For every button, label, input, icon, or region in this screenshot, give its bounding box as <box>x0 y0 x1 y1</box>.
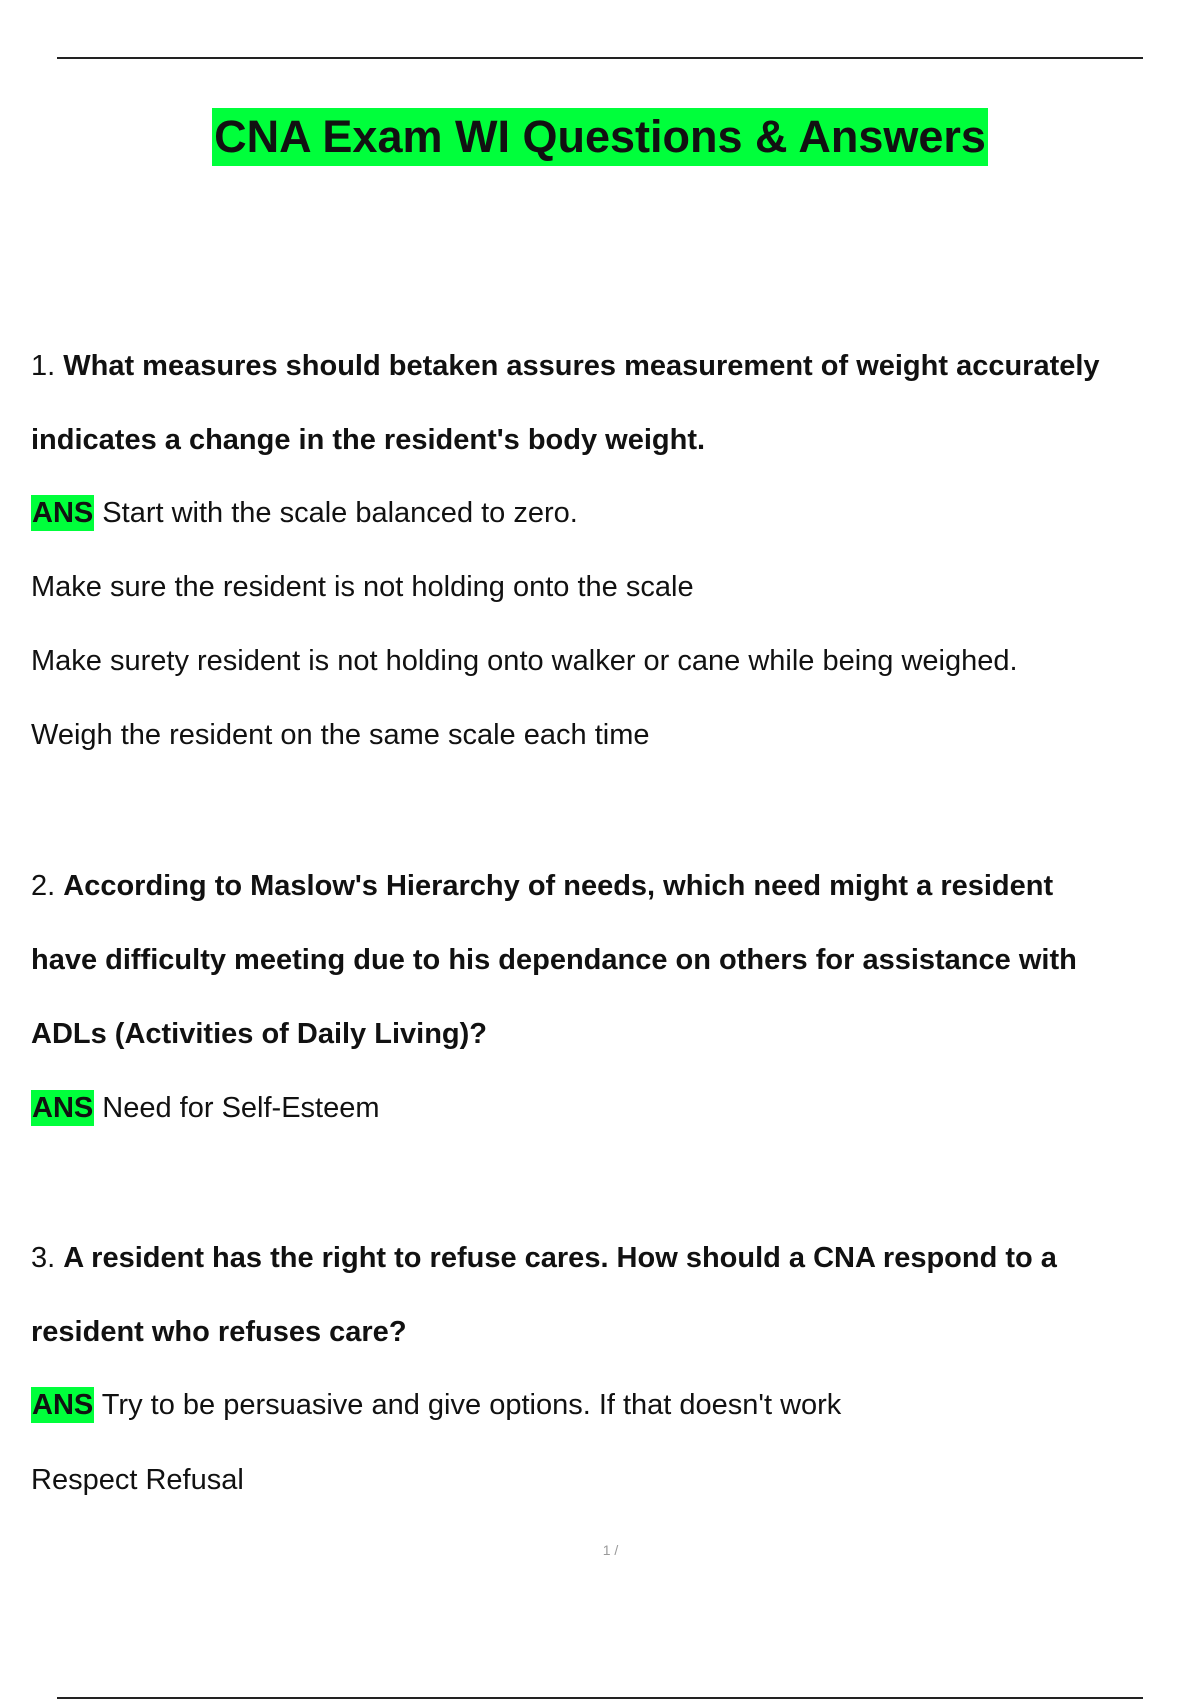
question-text: A resident has the right to refuse cares. How should a CNA respond to a <box>63 1242 1057 1274</box>
question-number: 3. <box>31 1242 56 1274</box>
answer-3-line-1 <box>31 1385 1200 1425</box>
page-number: 1 / <box>602 1542 619 1558</box>
question-text: According to Maslow's Hierarchy of needs, which need might a resident <box>63 870 1054 902</box>
answer-text: Start with the scale balanced to zero. <box>102 497 578 529</box>
ans-label: ANS <box>32 1389 94 1421</box>
question-3-line-2: resident who refuses care? <box>31 1316 407 1348</box>
answer-3-line-2: Respect Refusal <box>31 1464 244 1496</box>
question-1-line-2: indicates a change in the resident's body weight. <box>31 424 706 456</box>
question-3-line-1 <box>31 1238 1200 1278</box>
answer-1-line-3: Make surety resident is not holding onto walker or cane while being weighed. <box>31 645 1018 677</box>
question-2-line-3: ADLs (Activities of Daily Living)? <box>31 1018 487 1050</box>
question-2-line-1 <box>31 866 1200 906</box>
question-text: What measures should betaken assures measurement of weight accurately <box>63 350 1100 382</box>
question-number: 1. <box>31 350 56 382</box>
question-number: 2. <box>31 870 56 902</box>
document-title: CNA Exam WI Questions & Answers <box>212 108 988 166</box>
question-2-line-2: have difficulty meeting due to his dependance on others for assistance with <box>31 944 1077 976</box>
ans-label: ANS <box>32 1092 94 1124</box>
ans-label: ANS <box>32 497 94 529</box>
answer-2-line-1 <box>31 1088 1200 1128</box>
answer-1-line-2: Make sure the resident is not holding onto the scale <box>31 571 694 603</box>
answer-1-line-4: Weigh the resident on the same scale each time <box>31 719 650 751</box>
bottom-rule <box>57 1697 1143 1699</box>
top-rule <box>57 57 1143 59</box>
answer-text: Need for Self-Esteem <box>102 1092 380 1124</box>
answer-1-line-1 <box>31 493 1200 533</box>
title-container <box>0 108 1200 166</box>
question-1-line-1 <box>31 346 1200 386</box>
answer-text: Try to be persuasive and give options. If that doesn't work <box>101 1389 842 1421</box>
